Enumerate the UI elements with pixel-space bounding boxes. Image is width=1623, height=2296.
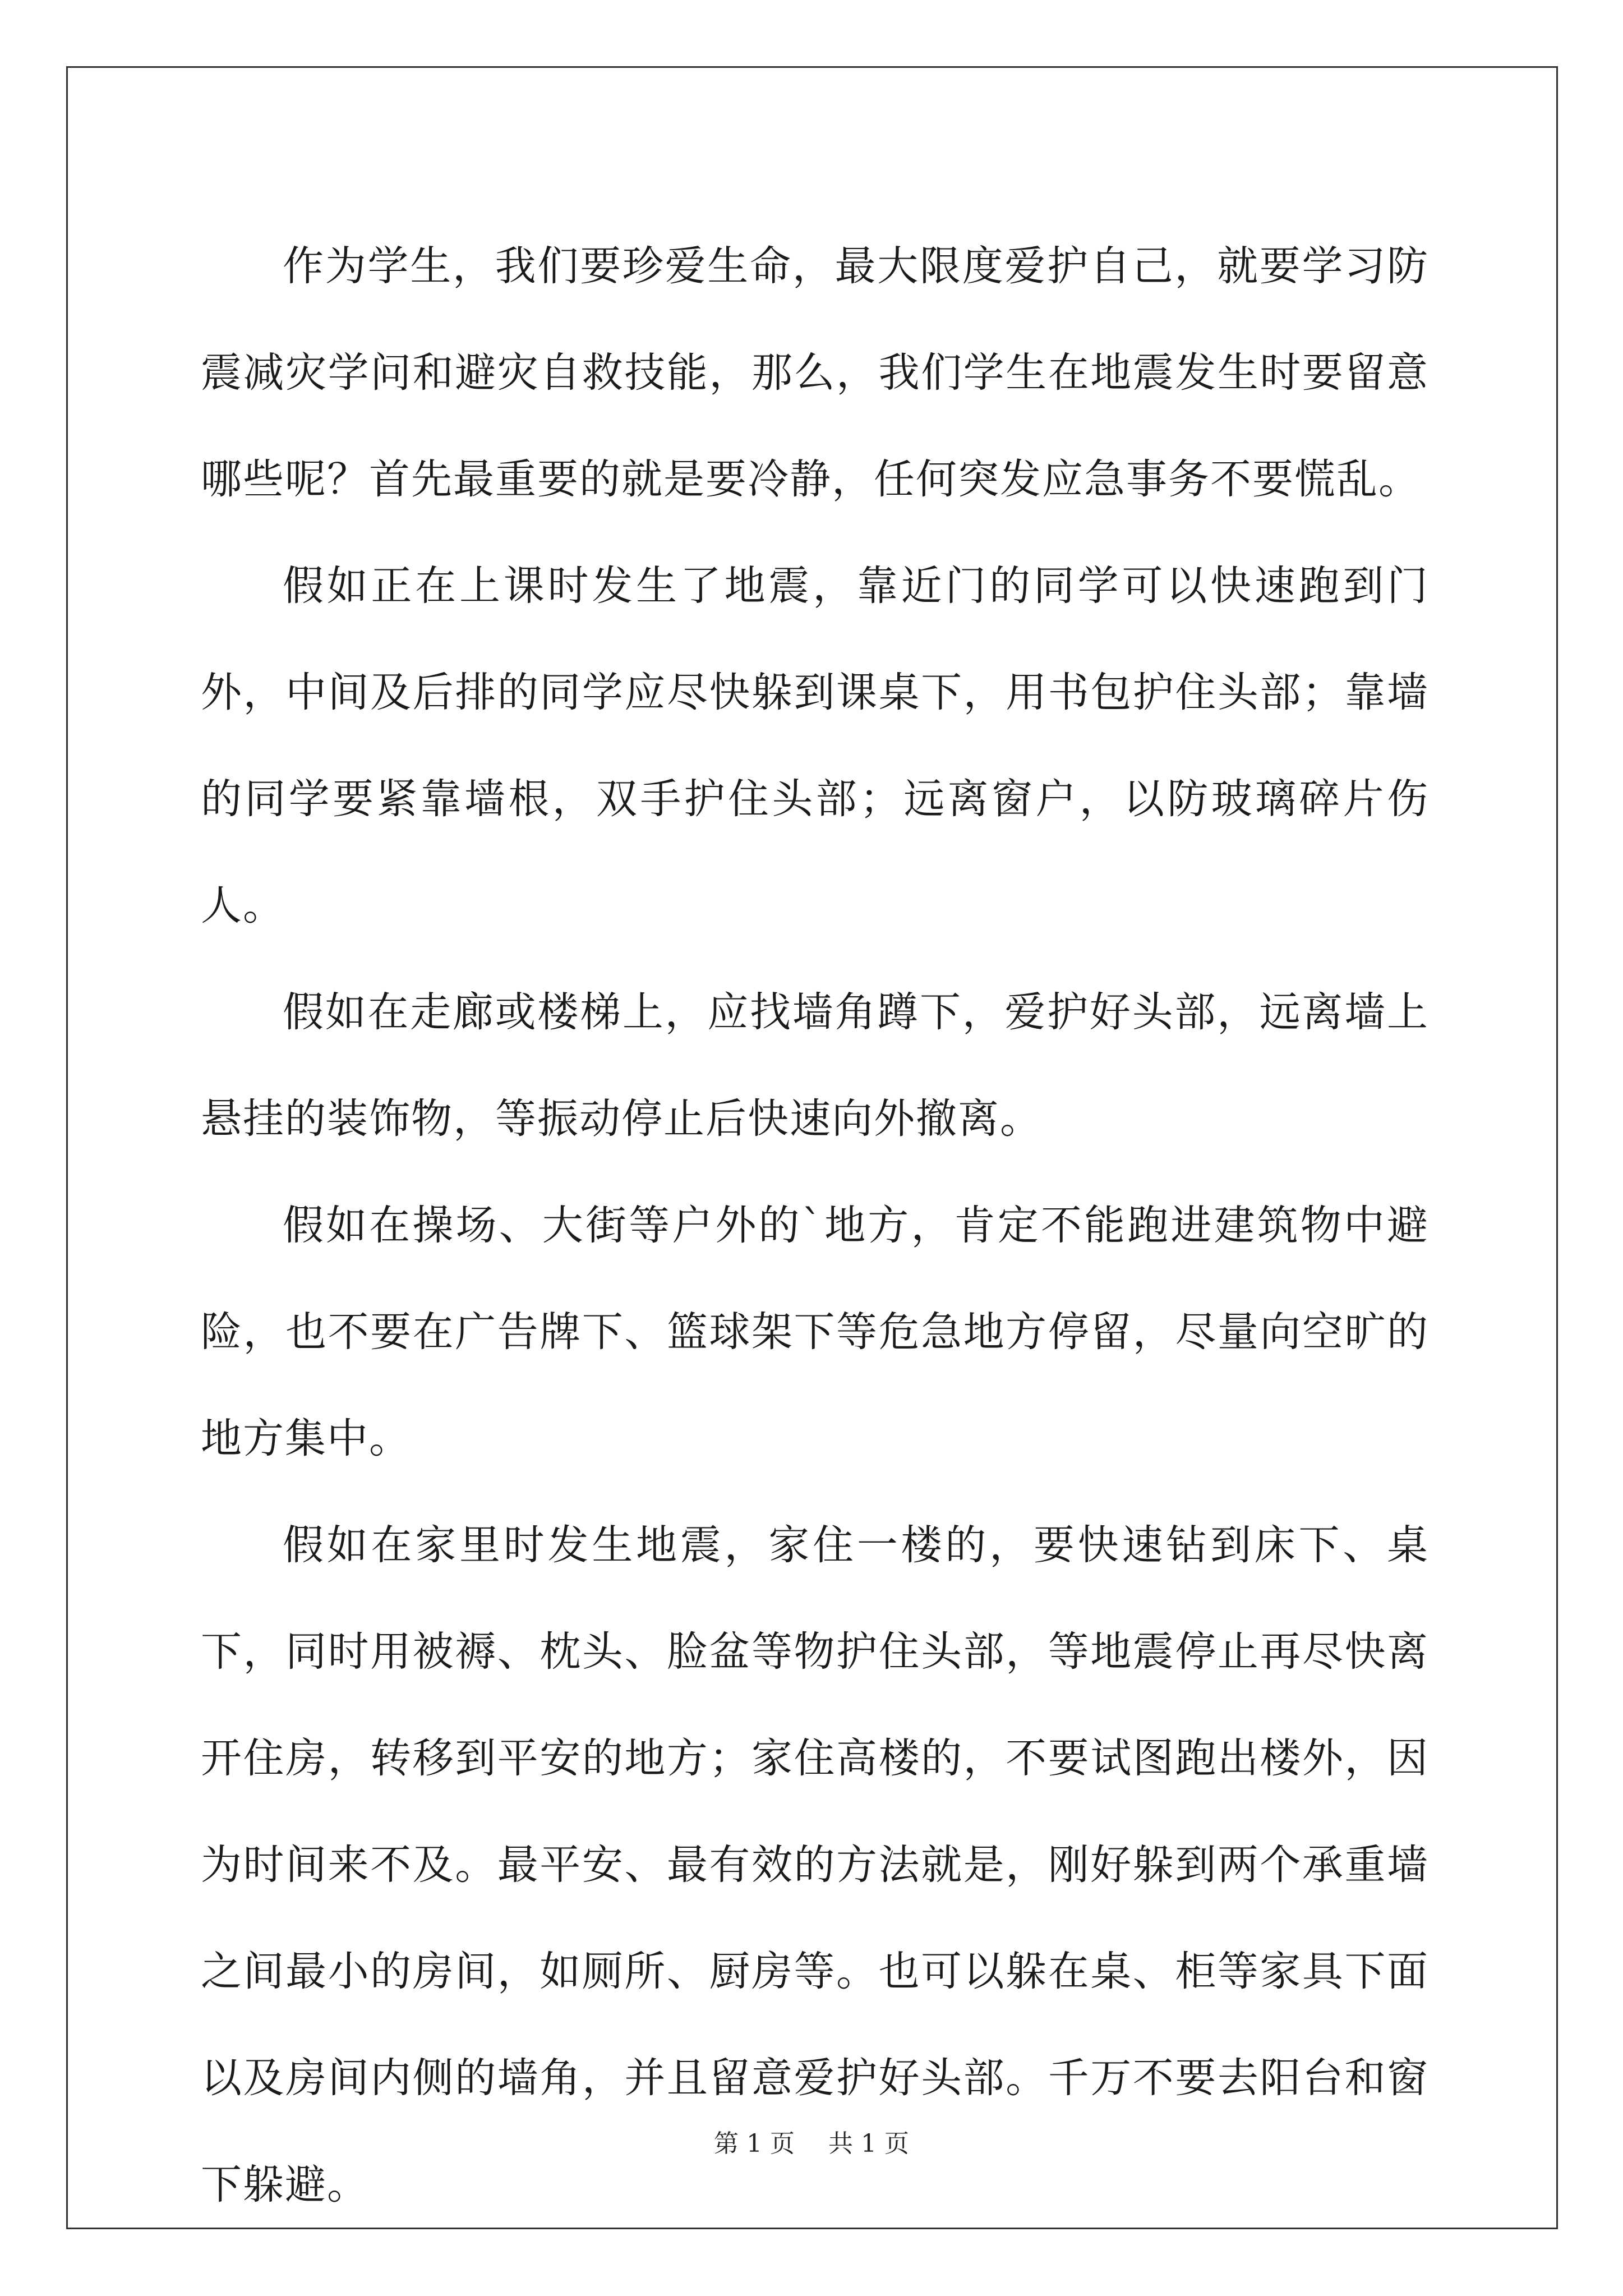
- page-footer: [0, 2123, 1623, 2159]
- paragraph: 假如在操场、大街等户外的`地方，肯定不能跑进建筑物中避险，也不要在广告牌下、篮球架下等危急地方停留，尽量向空旷的地方集中。: [201, 1202, 1429, 1462]
- paragraph: 假如在走廊或楼梯上，应找墙角蹲下，爱护好头部，远离墙上悬挂的装饰物，等振动停止后快速向外撤离。: [201, 988, 1429, 1143]
- paragraph: 假如正在上课时发生了地震，靠近门的同学可以快速跑到门外，中间及后排的同学应尽快躲到课桌下，用书包护住头部；靠墙的同学要紧靠墙根，双手护住头部；远离窗户，以防玻璃碎片伤人。: [201, 562, 1429, 930]
- paragraph: 假如在家里时发生地震，家住一楼的，要快速钻到床下、桌下，同时用被褥、枕头、脸盆等物护住头部，等地震停止再尽快离开住房，转移到平安的地方；家住高楼的，不要试图跑出楼外，因为时间来不及。最平安、最有效的方法就是，刚好躲到两个承重墙之间最小的房间，如厕所、厨房等。也可以躲在桌、柜等家具下面以及房间内侧的墙角，并且留意爱护好头部。千万不要去阳台和窗下躲避。: [201, 1521, 1429, 2208]
- document-body: [201, 213, 1429, 2238]
- paragraph: 作为学生，我们要珍爱生命，最大限度爱护自己，就要学习防震减灾学问和避灾自救技能，那么，我们学生在地震发生时要留意哪些呢？首先最重要的就是要冷静，任何突发应急事务不要慌乱。: [201, 242, 1429, 503]
- page-number: 第 1 页: [714, 2129, 795, 2158]
- page-total: 共 1 页: [828, 2129, 909, 2158]
